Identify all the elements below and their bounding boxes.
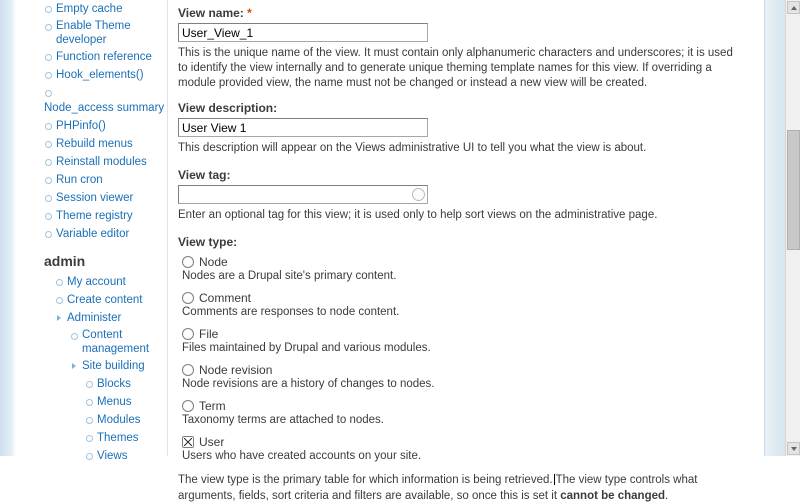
sidebar-link-label[interactable]: Create content xyxy=(67,294,143,306)
sidebar-link-label[interactable]: Enable Theme developer xyxy=(56,20,131,46)
view-type-option-node-revision-description: Node revisions are a history of changes to nodes. xyxy=(182,378,435,390)
radio-icon-selected[interactable] xyxy=(182,436,194,448)
view-type-option-file-description: Files maintained by Drupal and various modules. xyxy=(182,342,431,354)
page-scrollbar[interactable] xyxy=(785,0,800,456)
sidebar-item-session-viewer[interactable] xyxy=(0,189,168,207)
sidebar-item-themes[interactable] xyxy=(0,429,168,447)
bullet-icon xyxy=(44,88,53,97)
closing-text-mid: The view type controls what arguments, fields, sort criteria and filters are available, so once this is set it xyxy=(178,474,698,502)
scroll-down-arrow-icon[interactable] xyxy=(787,442,800,455)
closing-text-bold: cannot be changed xyxy=(560,490,666,502)
view-type-option-file[interactable] xyxy=(182,327,780,341)
view-type-closing-text xyxy=(178,472,748,504)
sidebar-link-label[interactable]: Views xyxy=(97,450,128,462)
view-tag-label: View tag: xyxy=(178,168,231,182)
admin-menu-list xyxy=(0,273,168,465)
sidebar-link-label[interactable]: Site building xyxy=(82,360,145,372)
bullet-icon xyxy=(44,121,53,130)
sidebar-item-run-cron[interactable] xyxy=(0,171,168,189)
sidebar-item-create-content[interactable] xyxy=(0,291,168,309)
sidebar-item-menus[interactable] xyxy=(0,393,168,411)
view-type-section xyxy=(178,235,780,504)
sidebar-link-label[interactable]: Empty cache xyxy=(56,3,123,15)
devel-menu-list xyxy=(0,0,168,243)
sidebar-link-label[interactable]: Administer xyxy=(67,312,122,324)
sidebar-link-label[interactable]: Themes xyxy=(97,432,139,444)
autocomplete-throbber-icon xyxy=(412,188,425,201)
view-type-option-label: Node revision xyxy=(199,363,273,377)
view-type-option-comment[interactable] xyxy=(182,291,780,305)
radio-icon[interactable] xyxy=(182,328,194,340)
scrollbar-thumb[interactable] xyxy=(787,130,800,250)
bullet-icon xyxy=(55,295,64,304)
bullet-icon xyxy=(44,211,53,220)
view-type-option-term-description: Taxonomy terms are attached to nodes. xyxy=(182,414,384,426)
radio-icon[interactable] xyxy=(182,256,194,268)
view-tag-input-wrap xyxy=(178,185,428,204)
sidebar-item-hook-elements[interactable] xyxy=(0,66,168,84)
sidebar-item-enable-theme-developer[interactable] xyxy=(0,18,168,48)
sidebar-item-blocks[interactable] xyxy=(0,375,168,393)
bullet-icon xyxy=(85,451,94,460)
view-description-section xyxy=(178,101,780,156)
sidebar-item-function-reference[interactable] xyxy=(0,48,168,66)
view-type-option-label: Node xyxy=(199,255,228,269)
bullet-icon xyxy=(44,22,53,31)
bullet-icon xyxy=(70,331,79,340)
view-type-label: View type: xyxy=(178,235,238,249)
view-type-option-label: Comment xyxy=(199,291,252,305)
sidebar-link-label[interactable]: Theme registry xyxy=(56,210,133,222)
sidebar-item-views[interactable] xyxy=(0,447,168,465)
closing-text-before: The view type is the primary table for which information is being retrieved. xyxy=(178,474,553,486)
closing-text-after: . xyxy=(665,490,669,502)
bullet-icon xyxy=(85,397,94,406)
sidebar-item-modules[interactable] xyxy=(0,411,168,429)
view-description-label: View description: xyxy=(178,101,278,115)
bullet-icon xyxy=(85,433,94,442)
view-type-option-term[interactable] xyxy=(182,399,780,413)
view-type-option-node[interactable] xyxy=(182,255,780,269)
view-type-option-label: File xyxy=(199,327,219,341)
view-type-option-label: Term xyxy=(199,399,226,413)
sidebar-item-node-access-summary[interactable] xyxy=(0,84,168,117)
radio-icon[interactable] xyxy=(182,400,194,412)
required-marker: * xyxy=(247,6,252,20)
sidebar-link-label[interactable]: Rebuild menus xyxy=(56,138,133,150)
sidebar-link-label[interactable]: Run cron xyxy=(56,174,103,186)
view-name-section xyxy=(178,6,780,91)
scroll-up-arrow-icon[interactable] xyxy=(787,1,800,14)
view-description-description: This description will appear on the Views administrative UI to tell you what the view is about. xyxy=(178,142,647,154)
sidebar-item-theme-registry[interactable] xyxy=(0,207,168,225)
sidebar-item-variable-editor[interactable] xyxy=(0,225,168,243)
sidebar-link-label[interactable]: My account xyxy=(67,276,126,288)
bullet-icon xyxy=(44,175,53,184)
bullet-icon xyxy=(44,229,53,238)
bullet-icon xyxy=(44,157,53,166)
sidebar xyxy=(0,0,168,462)
sidebar-item-my-account[interactable] xyxy=(0,273,168,291)
sidebar-link-label[interactable]: Menus xyxy=(97,396,132,408)
sidebar-link-label[interactable]: Blocks xyxy=(97,378,131,390)
view-tag-description: Enter an optional tag for this view; it is used only to help sort views on the administrative page. xyxy=(178,209,658,221)
sidebar-item-reinstall-modules[interactable] xyxy=(0,153,168,171)
bullet-icon xyxy=(85,415,94,424)
sidebar-item-content-management[interactable] xyxy=(0,327,168,357)
radio-icon[interactable] xyxy=(182,364,194,376)
sidebar-item-rebuild-menus[interactable] xyxy=(0,135,168,153)
bullet-icon xyxy=(44,4,53,13)
sidebar-link-label[interactable]: Session viewer xyxy=(56,192,134,204)
sidebar-item-site-building[interactable] xyxy=(0,357,168,375)
view-type-option-label: User xyxy=(199,435,225,449)
sidebar-link-label[interactable]: PHPinfo() xyxy=(56,120,106,132)
view-type-option-node-description: Nodes are a Drupal site's primary content. xyxy=(182,270,397,282)
sidebar-link-label[interactable]: Modules xyxy=(97,414,141,426)
bullet-icon xyxy=(44,70,53,79)
sidebar-link-label[interactable]: Function reference xyxy=(56,51,152,63)
expanded-arrow-icon xyxy=(55,313,64,322)
view-name-label xyxy=(178,6,780,20)
sidebar-item-administer[interactable] xyxy=(0,309,168,327)
view-name-input[interactable] xyxy=(178,23,428,42)
sidebar-link-label[interactable]: Node_access summary xyxy=(44,102,165,114)
view-type-option-comment-description: Comments are responses to node content. xyxy=(182,306,400,318)
expanded-arrow-icon xyxy=(70,361,79,370)
main-content xyxy=(168,0,800,502)
bullet-icon xyxy=(55,277,64,286)
text-cursor-icon xyxy=(554,474,555,485)
radio-icon[interactable] xyxy=(182,292,194,304)
view-tag-section xyxy=(178,168,780,223)
bullet-icon xyxy=(44,139,53,148)
sidebar-item-empty-cache[interactable] xyxy=(0,0,168,18)
view-type-option-user[interactable] xyxy=(182,435,780,449)
sidebar-section-title: admin xyxy=(44,253,86,269)
view-tag-input[interactable] xyxy=(178,185,428,204)
sidebar-link-label[interactable]: Reinstall modules xyxy=(56,156,147,168)
sidebar-link-label[interactable]: Hook_elements() xyxy=(56,69,144,81)
view-type-option-node-revision[interactable] xyxy=(182,363,780,377)
sidebar-item-phpinfo[interactable] xyxy=(0,117,168,135)
view-type-option-user-description: Users who have created accounts on your site. xyxy=(182,450,422,462)
view-name-description: This is the unique name of the view. It must contain only alphanumeric characters and underscores; it is used to identify the view internally and to generate unique theming template names for this view. If overriding a module provided view, the name must not be changed or instead a new view will be created. xyxy=(178,47,733,89)
view-description-input[interactable] xyxy=(178,118,428,137)
view-name-label-text: View name: xyxy=(178,6,244,20)
sidebar-link-label[interactable]: Content management xyxy=(82,329,150,355)
bullet-icon xyxy=(85,379,94,388)
bullet-icon xyxy=(44,52,53,61)
bullet-icon xyxy=(44,193,53,202)
sidebar-link-label[interactable]: Variable editor xyxy=(56,228,130,240)
